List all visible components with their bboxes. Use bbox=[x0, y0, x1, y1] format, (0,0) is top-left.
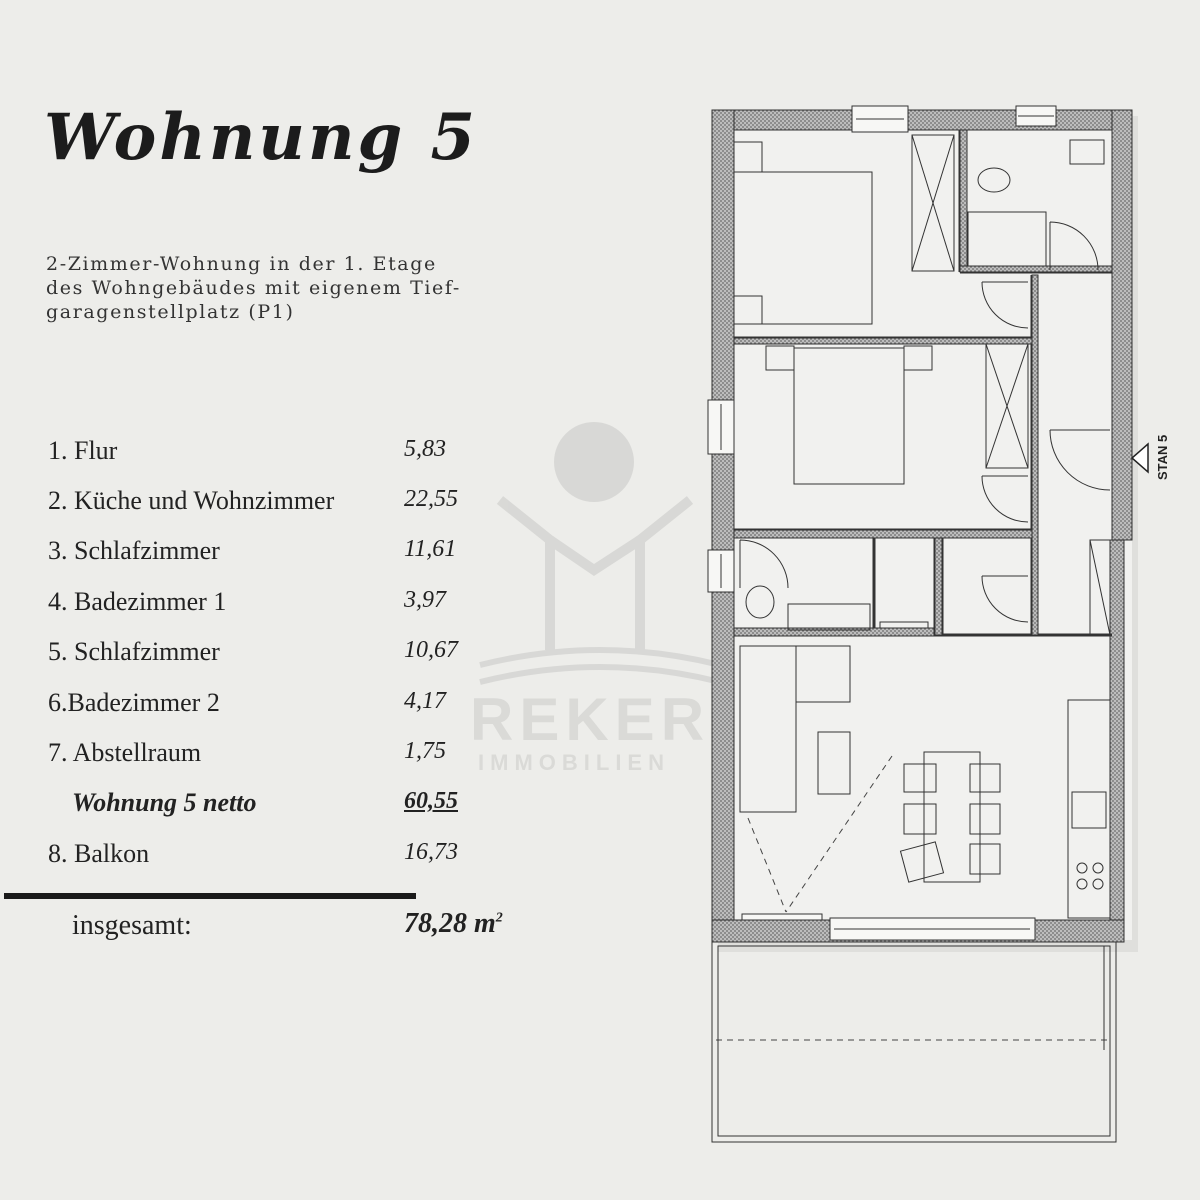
description-line: des Wohngebäudes mit eigenem Tief- bbox=[46, 277, 461, 299]
description-line: garagenstellplatz (P1) bbox=[46, 301, 295, 323]
divider bbox=[4, 893, 416, 899]
room-area: 1,75 bbox=[404, 738, 446, 764]
room-row bbox=[0, 688, 560, 722]
watermark-sub: IMMOBILIEN bbox=[478, 750, 670, 775]
room-label: 1. Flur bbox=[48, 436, 118, 465]
room-label: 3. Schlafzimmer bbox=[48, 536, 220, 565]
balcony bbox=[712, 942, 1116, 1142]
room-area: 10,67 bbox=[404, 637, 458, 663]
floor-plan bbox=[700, 100, 1170, 1160]
room-row bbox=[0, 738, 560, 772]
watermark-name: REKER bbox=[470, 686, 711, 753]
balcony-row bbox=[0, 839, 560, 873]
balcony-area: 16,73 bbox=[404, 839, 458, 865]
apartment-description bbox=[46, 252, 516, 324]
entrance-label: STAN 5 bbox=[1155, 434, 1170, 480]
room-area: 22,55 bbox=[404, 486, 458, 512]
net-area-label: Wohnung 5 netto bbox=[72, 788, 257, 817]
balcony-label: 8. Balkon bbox=[48, 839, 150, 868]
room-label: 6.Badezimmer 2 bbox=[48, 688, 220, 717]
room-row bbox=[0, 587, 560, 621]
room-label: 5. Schlafzimmer bbox=[48, 637, 220, 666]
room-area: 3,97 bbox=[404, 587, 446, 613]
room-label: 7. Abstellraum bbox=[48, 738, 202, 767]
description-line: 2-Zimmer-Wohnung in der 1. Etage bbox=[46, 253, 437, 275]
room-row bbox=[0, 536, 560, 570]
page-title: Wohnung 5 bbox=[44, 100, 479, 175]
room-area: 5,83 bbox=[404, 436, 446, 462]
total-label: insgesamt: bbox=[72, 910, 192, 941]
room-row bbox=[0, 436, 560, 470]
total-area: 78,28 $m^2$ bbox=[404, 908, 503, 939]
net-area-value: 60,55 bbox=[404, 788, 458, 814]
room-area: 11,61 bbox=[404, 536, 457, 562]
room-row bbox=[0, 486, 560, 520]
room-label: 2. Küche und Wohnzimmer bbox=[48, 486, 335, 515]
room-area: 4,17 bbox=[404, 688, 446, 714]
room-row bbox=[0, 637, 560, 671]
net-area-row bbox=[0, 788, 560, 822]
room-label: 4. Badezimmer 1 bbox=[48, 587, 227, 616]
